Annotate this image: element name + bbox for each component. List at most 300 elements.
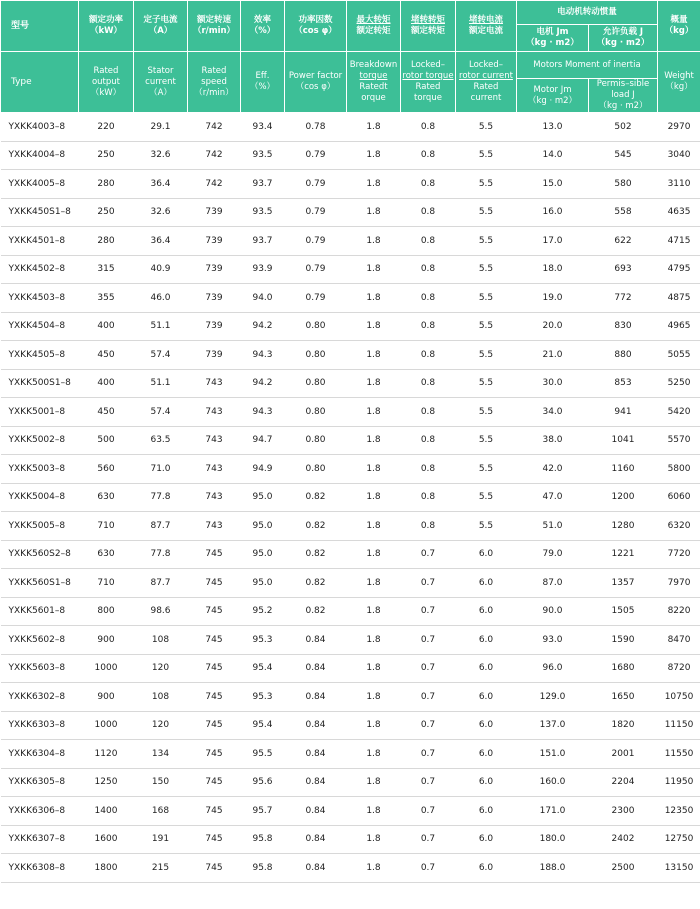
cell-load-j: 941 [589, 398, 658, 427]
cell-model: YXKK4502–8 [1, 255, 79, 284]
cell-efficiency: 95.4 [241, 654, 285, 683]
cell-locked-torque: 0.8 [401, 512, 456, 541]
header-breakdown-torque-zh: 最大转矩 额定转矩 [347, 1, 401, 52]
cell-load-j: 1590 [589, 626, 658, 655]
cell-locked-current: 6.0 [456, 540, 517, 569]
header-inertia-zh: 电动机转动惯量 [517, 1, 658, 25]
table-row [1, 312, 700, 341]
cell-locked-current: 6.0 [456, 797, 517, 826]
cell-model: YXKK450S1–8 [1, 198, 79, 227]
cell-motor-jm: 93.0 [517, 626, 589, 655]
header-model-en: Type [1, 52, 79, 113]
cell-load-j: 2001 [589, 740, 658, 769]
cell-efficiency: 94.0 [241, 284, 285, 313]
cell-model: YXKK5001–8 [1, 398, 79, 427]
cell-breakdown-torque: 1.8 [347, 170, 401, 199]
cell-locked-current: 6.0 [456, 825, 517, 854]
cell-locked-current: 6.0 [456, 683, 517, 712]
cell-power-factor: 0.80 [285, 341, 347, 370]
table-row [1, 854, 700, 883]
cell-locked-torque: 0.7 [401, 540, 456, 569]
cell-power: 1000 [79, 654, 134, 683]
table-row [1, 170, 700, 199]
cell-power: 220 [79, 113, 134, 142]
cell-load-j: 545 [589, 141, 658, 170]
cell-locked-torque: 0.8 [401, 113, 456, 142]
cell-speed: 739 [188, 227, 241, 256]
cell-power-factor: 0.82 [285, 512, 347, 541]
cell-speed: 739 [188, 341, 241, 370]
cell-breakdown-torque: 1.8 [347, 654, 401, 683]
cell-current: 46.0 [134, 284, 188, 313]
cell-motor-jm: 129.0 [517, 683, 589, 712]
cell-locked-torque: 0.7 [401, 797, 456, 826]
cell-current: 29.1 [134, 113, 188, 142]
cell-efficiency: 95.3 [241, 683, 285, 712]
cell-power-factor: 0.82 [285, 483, 347, 512]
cell-power: 900 [79, 683, 134, 712]
cell-load-j: 1505 [589, 597, 658, 626]
table-row [1, 711, 700, 740]
header-locked-torque-zh: 堵转转矩 额定转矩 [401, 1, 456, 52]
cell-motor-jm: 14.0 [517, 141, 589, 170]
cell-weight: 5570 [658, 426, 700, 455]
cell-locked-torque: 0.8 [401, 198, 456, 227]
header-current-zh: 定子电流 （A） [134, 1, 188, 52]
cell-power: 250 [79, 141, 134, 170]
cell-efficiency: 93.7 [241, 170, 285, 199]
cell-power-factor: 0.84 [285, 825, 347, 854]
header-model-zh: 型号 [1, 1, 79, 52]
cell-current: 150 [134, 768, 188, 797]
cell-current: 134 [134, 740, 188, 769]
cell-model: YXKK6303–8 [1, 711, 79, 740]
cell-locked-current: 5.5 [456, 398, 517, 427]
cell-breakdown-torque: 1.8 [347, 398, 401, 427]
cell-model: YXKK4004–8 [1, 141, 79, 170]
cell-current: 32.6 [134, 141, 188, 170]
cell-breakdown-torque: 1.8 [347, 369, 401, 398]
cell-breakdown-torque: 1.8 [347, 797, 401, 826]
cell-motor-jm: 171.0 [517, 797, 589, 826]
cell-weight: 7720 [658, 540, 700, 569]
cell-model: YXKK5603–8 [1, 654, 79, 683]
cell-load-j: 622 [589, 227, 658, 256]
table-body [1, 113, 700, 883]
cell-breakdown-torque: 1.8 [347, 113, 401, 142]
cell-load-j: 2204 [589, 768, 658, 797]
table-row [1, 369, 700, 398]
cell-efficiency: 93.7 [241, 227, 285, 256]
cell-efficiency: 95.6 [241, 768, 285, 797]
cell-motor-jm: 90.0 [517, 597, 589, 626]
cell-speed: 745 [188, 711, 241, 740]
cell-power-factor: 0.80 [285, 455, 347, 484]
cell-locked-current: 5.5 [456, 227, 517, 256]
cell-efficiency: 95.8 [241, 825, 285, 854]
cell-power-factor: 0.82 [285, 569, 347, 598]
cell-power-factor: 0.80 [285, 398, 347, 427]
cell-power-factor: 0.84 [285, 740, 347, 769]
cell-locked-current: 5.5 [456, 369, 517, 398]
cell-model: YXKK6302–8 [1, 683, 79, 712]
cell-speed: 742 [188, 170, 241, 199]
cell-current: 108 [134, 683, 188, 712]
cell-load-j: 1650 [589, 683, 658, 712]
cell-load-j: 1200 [589, 483, 658, 512]
cell-load-j: 772 [589, 284, 658, 313]
cell-current: 40.9 [134, 255, 188, 284]
cell-load-j: 1680 [589, 654, 658, 683]
cell-current: 168 [134, 797, 188, 826]
table-row [1, 597, 700, 626]
cell-motor-jm: 180.0 [517, 825, 589, 854]
cell-breakdown-torque: 1.8 [347, 227, 401, 256]
cell-locked-current: 6.0 [456, 854, 517, 883]
cell-efficiency: 94.3 [241, 398, 285, 427]
cell-load-j: 2402 [589, 825, 658, 854]
cell-locked-current: 5.5 [456, 198, 517, 227]
cell-power: 315 [79, 255, 134, 284]
header-eff-en: Eff. （%） [241, 52, 285, 113]
cell-locked-current: 5.5 [456, 512, 517, 541]
cell-efficiency: 93.5 [241, 141, 285, 170]
cell-speed: 743 [188, 426, 241, 455]
cell-efficiency: 95.2 [241, 597, 285, 626]
cell-power-factor: 0.80 [285, 426, 347, 455]
cell-power: 630 [79, 483, 134, 512]
cell-power-factor: 0.82 [285, 597, 347, 626]
cell-power-factor: 0.84 [285, 626, 347, 655]
cell-power: 400 [79, 369, 134, 398]
cell-breakdown-torque: 1.8 [347, 626, 401, 655]
cell-locked-torque: 0.7 [401, 854, 456, 883]
header-eff-zh: 效率 （%） [241, 1, 285, 52]
cell-current: 77.8 [134, 540, 188, 569]
cell-locked-torque: 0.8 [401, 483, 456, 512]
header-motor-jm-zh: 电机 Jm （kg · m2） [517, 25, 589, 52]
cell-motor-jm: 87.0 [517, 569, 589, 598]
cell-breakdown-torque: 1.8 [347, 597, 401, 626]
cell-locked-torque: 0.8 [401, 227, 456, 256]
cell-breakdown-torque: 1.8 [347, 284, 401, 313]
cell-weight: 4715 [658, 227, 700, 256]
cell-model: YXKK500S1–8 [1, 369, 79, 398]
cell-load-j: 830 [589, 312, 658, 341]
cell-model: YXKK4503–8 [1, 284, 79, 313]
cell-locked-current: 6.0 [456, 711, 517, 740]
table-row [1, 540, 700, 569]
cell-model: YXKK4005–8 [1, 170, 79, 199]
cell-speed: 745 [188, 569, 241, 598]
header-locked-current-en: Locked– rotor current Rated current [456, 52, 517, 113]
cell-power: 400 [79, 312, 134, 341]
cell-locked-torque: 0.8 [401, 455, 456, 484]
cell-locked-current: 6.0 [456, 654, 517, 683]
cell-load-j: 1160 [589, 455, 658, 484]
cell-motor-jm: 17.0 [517, 227, 589, 256]
table-row [1, 141, 700, 170]
cell-load-j: 502 [589, 113, 658, 142]
cell-efficiency: 93.9 [241, 255, 285, 284]
cell-load-j: 558 [589, 198, 658, 227]
table-row [1, 426, 700, 455]
cell-locked-torque: 0.7 [401, 768, 456, 797]
cell-speed: 745 [188, 825, 241, 854]
cell-power: 1120 [79, 740, 134, 769]
table-row [1, 512, 700, 541]
cell-current: 87.7 [134, 569, 188, 598]
cell-model: YXKK560S1–8 [1, 569, 79, 598]
cell-model: YXKK6304–8 [1, 740, 79, 769]
header-speed-en: Rated speed （r/min） [188, 52, 241, 113]
cell-breakdown-torque: 1.8 [347, 569, 401, 598]
cell-breakdown-torque: 1.8 [347, 512, 401, 541]
cell-speed: 743 [188, 512, 241, 541]
cell-weight: 3110 [658, 170, 700, 199]
cell-motor-jm: 160.0 [517, 768, 589, 797]
cell-motor-jm: 47.0 [517, 483, 589, 512]
cell-motor-jm: 18.0 [517, 255, 589, 284]
cell-current: 77.8 [134, 483, 188, 512]
cell-current: 87.7 [134, 512, 188, 541]
cell-locked-torque: 0.8 [401, 341, 456, 370]
table-row [1, 654, 700, 683]
cell-power: 800 [79, 597, 134, 626]
cell-locked-current: 5.5 [456, 312, 517, 341]
header-current-en: Stator current （A） [134, 52, 188, 113]
cell-weight: 11150 [658, 711, 700, 740]
cell-power-factor: 0.84 [285, 654, 347, 683]
cell-locked-torque: 0.7 [401, 597, 456, 626]
header-power-zh: 额定功率 （kW） [79, 1, 134, 52]
cell-power-factor: 0.84 [285, 711, 347, 740]
cell-motor-jm: 34.0 [517, 398, 589, 427]
cell-load-j: 580 [589, 170, 658, 199]
table-row [1, 284, 700, 313]
cell-locked-current: 6.0 [456, 597, 517, 626]
cell-efficiency: 94.9 [241, 455, 285, 484]
cell-weight: 5055 [658, 341, 700, 370]
cell-model: YXKK5003–8 [1, 455, 79, 484]
cell-current: 108 [134, 626, 188, 655]
table-row [1, 569, 700, 598]
table-row [1, 455, 700, 484]
cell-power-factor: 0.79 [285, 284, 347, 313]
cell-power: 250 [79, 198, 134, 227]
table-row [1, 768, 700, 797]
cell-current: 57.4 [134, 341, 188, 370]
cell-weight: 5250 [658, 369, 700, 398]
cell-breakdown-torque: 1.8 [347, 483, 401, 512]
header-locked-current-zh: 堵转电流 额定电流 [456, 1, 517, 52]
cell-locked-torque: 0.7 [401, 711, 456, 740]
cell-locked-current: 5.5 [456, 141, 517, 170]
cell-motor-jm: 20.0 [517, 312, 589, 341]
cell-motor-jm: 21.0 [517, 341, 589, 370]
cell-locked-current: 6.0 [456, 569, 517, 598]
cell-breakdown-torque: 1.8 [347, 341, 401, 370]
cell-locked-current: 5.5 [456, 483, 517, 512]
cell-efficiency: 95.0 [241, 540, 285, 569]
cell-model: YXKK4003–8 [1, 113, 79, 142]
cell-power-factor: 0.84 [285, 768, 347, 797]
cell-motor-jm: 16.0 [517, 198, 589, 227]
cell-speed: 743 [188, 455, 241, 484]
cell-locked-torque: 0.7 [401, 825, 456, 854]
cell-weight: 4635 [658, 198, 700, 227]
cell-locked-current: 5.5 [456, 284, 517, 313]
cell-speed: 745 [188, 683, 241, 712]
cell-model: YXKK4501–8 [1, 227, 79, 256]
cell-weight: 11950 [658, 768, 700, 797]
table-row [1, 825, 700, 854]
cell-locked-torque: 0.8 [401, 369, 456, 398]
cell-motor-jm: 188.0 [517, 854, 589, 883]
cell-locked-torque: 0.8 [401, 255, 456, 284]
header-breakdown-torque-en: Breakdown torque Ratedt orque [347, 52, 401, 113]
table-row [1, 113, 700, 142]
cell-speed: 739 [188, 255, 241, 284]
cell-current: 63.5 [134, 426, 188, 455]
cell-breakdown-torque: 1.8 [347, 198, 401, 227]
cell-current: 32.6 [134, 198, 188, 227]
cell-model: YXKK6306–8 [1, 797, 79, 826]
cell-load-j: 1357 [589, 569, 658, 598]
cell-weight: 2970 [658, 113, 700, 142]
cell-weight: 10750 [658, 683, 700, 712]
cell-load-j: 880 [589, 341, 658, 370]
cell-speed: 745 [188, 740, 241, 769]
cell-power: 1600 [79, 825, 134, 854]
cell-power: 1000 [79, 711, 134, 740]
cell-locked-current: 6.0 [456, 626, 517, 655]
cell-speed: 745 [188, 854, 241, 883]
cell-locked-torque: 0.7 [401, 569, 456, 598]
cell-power: 560 [79, 455, 134, 484]
cell-power: 1800 [79, 854, 134, 883]
cell-load-j: 2300 [589, 797, 658, 826]
cell-motor-jm: 15.0 [517, 170, 589, 199]
cell-model: YXKK4505–8 [1, 341, 79, 370]
cell-model: YXKK5601–8 [1, 597, 79, 626]
cell-locked-torque: 0.8 [401, 170, 456, 199]
cell-locked-current: 5.5 [456, 170, 517, 199]
cell-power: 500 [79, 426, 134, 455]
cell-efficiency: 93.5 [241, 198, 285, 227]
cell-model: YXKK5004–8 [1, 483, 79, 512]
table-row [1, 398, 700, 427]
cell-efficiency: 95.4 [241, 711, 285, 740]
cell-speed: 745 [188, 768, 241, 797]
cell-speed: 739 [188, 312, 241, 341]
cell-locked-torque: 0.8 [401, 312, 456, 341]
cell-locked-current: 6.0 [456, 768, 517, 797]
cell-current: 215 [134, 854, 188, 883]
cell-current: 120 [134, 711, 188, 740]
cell-breakdown-torque: 1.8 [347, 740, 401, 769]
cell-model: YXKK5005–8 [1, 512, 79, 541]
cell-power-factor: 0.79 [285, 198, 347, 227]
cell-speed: 742 [188, 141, 241, 170]
cell-breakdown-torque: 1.8 [347, 854, 401, 883]
cell-weight: 6320 [658, 512, 700, 541]
cell-model: YXKK6308–8 [1, 854, 79, 883]
cell-speed: 745 [188, 626, 241, 655]
cell-current: 57.4 [134, 398, 188, 427]
table-row [1, 740, 700, 769]
cell-locked-torque: 0.7 [401, 626, 456, 655]
cell-motor-jm: 13.0 [517, 113, 589, 142]
cell-speed: 745 [188, 797, 241, 826]
cell-breakdown-torque: 1.8 [347, 825, 401, 854]
cell-power-factor: 0.79 [285, 227, 347, 256]
cell-power: 450 [79, 398, 134, 427]
cell-motor-jm: 96.0 [517, 654, 589, 683]
table-row [1, 341, 700, 370]
cell-motor-jm: 151.0 [517, 740, 589, 769]
table-row [1, 683, 700, 712]
cell-weight: 7970 [658, 569, 700, 598]
cell-efficiency: 94.2 [241, 369, 285, 398]
cell-power: 450 [79, 341, 134, 370]
cell-weight: 4795 [658, 255, 700, 284]
cell-motor-jm: 19.0 [517, 284, 589, 313]
cell-weight: 12750 [658, 825, 700, 854]
cell-load-j: 1221 [589, 540, 658, 569]
cell-speed: 739 [188, 198, 241, 227]
cell-breakdown-torque: 1.8 [347, 540, 401, 569]
header-pf-zh: 功率因数 （cos φ） [285, 1, 347, 52]
cell-locked-torque: 0.8 [401, 284, 456, 313]
cell-power-factor: 0.84 [285, 854, 347, 883]
cell-current: 120 [134, 654, 188, 683]
cell-weight: 8220 [658, 597, 700, 626]
cell-motor-jm: 51.0 [517, 512, 589, 541]
cell-power-factor: 0.82 [285, 540, 347, 569]
cell-breakdown-torque: 1.8 [347, 141, 401, 170]
header-inertia-en: Motors Moment of inertia [517, 52, 658, 79]
cell-locked-current: 5.5 [456, 341, 517, 370]
table-row [1, 626, 700, 655]
cell-breakdown-torque: 1.8 [347, 455, 401, 484]
cell-power: 1250 [79, 768, 134, 797]
cell-motor-jm: 38.0 [517, 426, 589, 455]
cell-current: 71.0 [134, 455, 188, 484]
table-row [1, 227, 700, 256]
table-row [1, 483, 700, 512]
cell-speed: 743 [188, 398, 241, 427]
header-weight-zh: 概量 （kg） [658, 1, 700, 52]
table-row [1, 255, 700, 284]
cell-power: 280 [79, 227, 134, 256]
cell-current: 98.6 [134, 597, 188, 626]
cell-power: 630 [79, 540, 134, 569]
cell-locked-torque: 0.8 [401, 426, 456, 455]
cell-power: 1400 [79, 797, 134, 826]
header-speed-zh: 额定转速 （r/min） [188, 1, 241, 52]
cell-locked-current: 5.5 [456, 113, 517, 142]
cell-power-factor: 0.78 [285, 113, 347, 142]
cell-locked-torque: 0.7 [401, 654, 456, 683]
table-row [1, 198, 700, 227]
cell-locked-current: 6.0 [456, 740, 517, 769]
cell-weight: 5800 [658, 455, 700, 484]
header-load-j-en: Permis–sible load J （kg · m2） [589, 79, 658, 113]
cell-load-j: 853 [589, 369, 658, 398]
cell-efficiency: 95.0 [241, 512, 285, 541]
cell-weight: 6060 [658, 483, 700, 512]
